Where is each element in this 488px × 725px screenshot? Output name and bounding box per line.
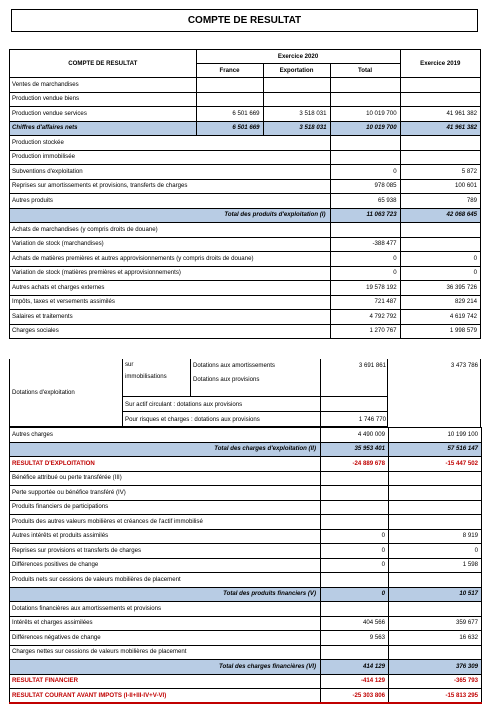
table-row: Impôts, taxes et versements assimilés 721 487 829 214 [10,295,481,310]
table-row: Charges nettes sur cessions de valeurs mobilières de placement [10,645,482,660]
table-row: Salaires et traitements 4 792 792 4 619 742 [10,310,481,325]
table-row: Autres achats et charges externes 19 578 192 36 395 726 [10,281,481,296]
table-row: Reprises sur provisions et transferts de charges 0 0 [10,544,482,559]
table-row: Production stockée [10,136,481,151]
dotations-prov: Dotations aux provisions [190,373,388,397]
table-row: Autres intérêts et produits assimilés 0 8 919 [10,529,482,544]
header-exercice-2020: Exercice 2020 [196,50,400,64]
table-row: Charges sociales 1 270 767 1 998 579 [10,324,481,339]
table-row: Production immobilisée [10,150,481,165]
header-exercice-2019: Exercice 2019 [400,50,480,78]
table-row: Différences négatives de change 9 563 16 632 [10,631,482,646]
table-row: Production vendue biens [10,92,481,107]
header-france: France [196,64,263,78]
table-row-total-operating-charges: Total des charges d'exploitation (II) 35 953 401 57 516 147 [10,442,482,457]
dotations-sur: sur [125,361,134,368]
table-row: Reprises sur amortissements et provisions, transferts de charges 978 085 100 601 [10,179,481,194]
table-row: Achats de marchandises (y compris droits de douane) [10,223,481,238]
dotations-label: Dotations d'exploitation [9,359,123,427]
table-row: Produits des autres valeurs mobilières et créances de l'actif immobilisé [10,515,482,530]
table-row: Variation de stock (matières premières et approvisionnements) 0 0 [10,266,481,281]
table-row-total-operating-income: Total des produits d'exploitation (I) 11 063 723 42 068 645 [10,208,481,223]
table-row: Production vendue services 6 501 669 3 518 031 10 019 700 41 961 382 [10,107,481,122]
table-row: Subventions d'exploitation 0 5 872 [10,165,481,180]
dotations-block [9,359,481,427]
table-row: Produits financiers de participations [10,500,482,515]
dotations-immo: immobilisations [125,373,167,380]
header-exportation: Exportation [263,64,330,78]
dotations-amort: Dotations aux amortissements [190,359,391,373]
table-row: Perte supportée ou bénéfice transféré (IV) [10,486,482,501]
table-row: Dotations financières aux amortissements et provisions [10,602,482,617]
table-row-total-financial-income: Total des produits financiers (V) 0 10 517 [10,587,482,602]
table-row: Autres charges 4 490 009 10 199 100 [10,428,482,443]
dotations-amort-prev: 3 473 786 [450,362,478,369]
income-statement-grid-lower [9,427,482,704]
document-title: COMPTE DE RESULTAT [11,9,478,32]
table-row-operating-result: RESULTAT D'EXPLOITATION -24 889 678 -15 447 502 [10,457,482,472]
table-row: Achats de matières premières et autres approvisionnements (y compris droits de douane) 0 0 [10,252,481,267]
dotations-amort-total: 3 691 861 [358,362,386,369]
dotations-risques-total: 1 746 770 [358,416,386,423]
income-statement-grid [9,49,481,339]
table-row-total-financial-charges: Total des charges financières (VI) 414 129 376 309 [10,660,482,675]
dotations-risques: Pour risques et charges : dotations aux provisions [123,412,388,427]
table-row-financial-result: RESULTAT FINANCIER -414 129 -365 793 [10,674,482,689]
table-row: Variation de stock (marchandises) -388 477 [10,237,481,252]
table-row: Bénéfice attribué ou perte transférée (III) [10,471,482,486]
table-row-current-result-before-tax: RESULTAT COURANT AVANT IMPOTS (I-II+III-IV+V-VI) -25 303 806 -15 813 295 [10,689,482,704]
header-label: COMPTE DE RESULTAT [10,50,197,78]
dotations-actif: Sur actif circulant : dotations aux provisions [123,397,388,412]
header-total: Total [330,64,400,78]
table-row-turnover: Chiffres d'affaires nets 6 501 669 3 518 031 10 019 700 41 961 382 [10,121,481,136]
table-row: Produits nets sur cessions de valeurs mobilières de placement [10,573,482,588]
table-row: Ventes de marchandises [10,78,481,93]
table-row: Intérêts et charges assimilées 404 566 359 677 [10,616,482,631]
table-row: Autres produits 65 938 789 [10,194,481,209]
table-row: Différences positives de change 0 1 598 [10,558,482,573]
